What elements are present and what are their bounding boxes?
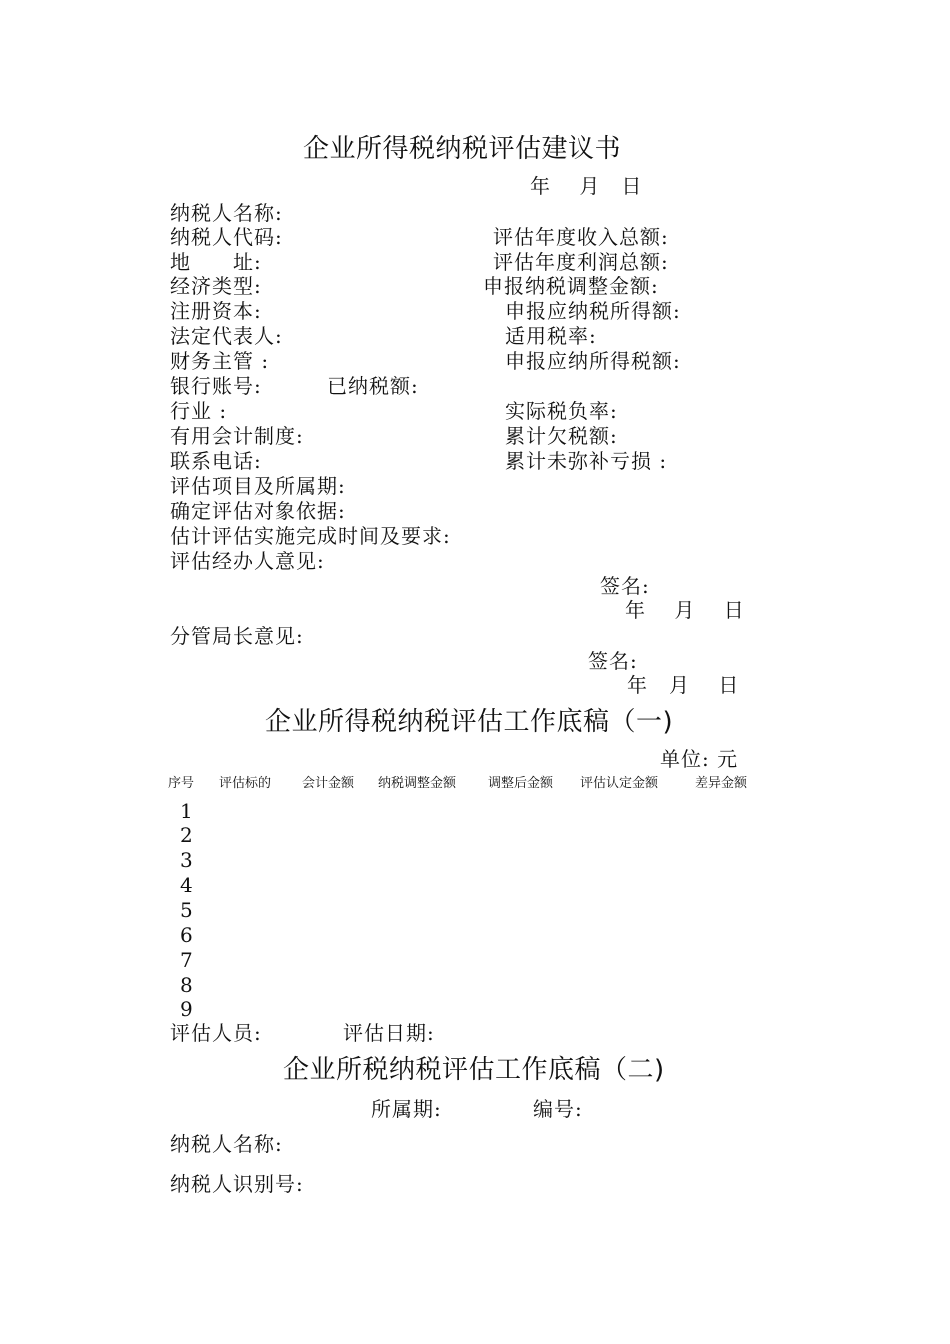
assessor-opinion-label: 评估经办人意见: xyxy=(170,549,325,573)
row-number: 3 xyxy=(180,848,193,872)
number-label: 编号: xyxy=(533,1097,583,1121)
annual-income-label: 评估年度收入总额: xyxy=(493,225,669,249)
taxpayer-code-label: 纳税人代码: xyxy=(170,225,283,249)
taxpayer-id-label: 纳税人识别号: xyxy=(170,1172,304,1196)
row-number: 2 xyxy=(180,823,193,847)
column-header-adjusted-amount: 调整后金额 xyxy=(488,776,554,791)
taxpayer-name-label-2: 纳税人名称: xyxy=(170,1132,283,1156)
applicable-rate-label: 适用税率: xyxy=(505,324,597,348)
completion-label: 估计评估实施完成时间及要求: xyxy=(170,524,451,548)
row-number: 1 xyxy=(180,799,193,823)
cumulative-arrears-label: 累计欠税额: xyxy=(505,424,618,448)
proposal-title: 企业所得税纳税评估建议书 xyxy=(303,134,622,164)
tax-paid-label: 已纳税额: xyxy=(327,374,419,398)
column-header-index: 序号 xyxy=(168,776,195,791)
economic-type-label: 经济类型: xyxy=(170,274,262,298)
signature-label-1: 签名: xyxy=(600,574,650,598)
industry-label: 行业 : xyxy=(170,399,228,423)
declared-tax-payable-label: 申报应纳所得税额: xyxy=(505,349,681,373)
assessor-label: 评估人员: xyxy=(170,1021,262,1045)
column-header-difference: 差异金额 xyxy=(695,776,748,791)
registered-capital-label: 注册资本: xyxy=(170,299,262,323)
actual-tax-burden-label: 实际税负率: xyxy=(505,399,618,423)
column-header-item: 评估标的 xyxy=(219,776,272,791)
legal-representative-label: 法定代表人: xyxy=(170,324,283,348)
director-opinion-label: 分管局长意见: xyxy=(170,624,304,648)
worksheet2-title: 企业所税纳税评估工作底稿（二) xyxy=(283,1055,665,1085)
row-number: 8 xyxy=(180,973,193,997)
uncovered-losses-label: 累计未弥补亏损 : xyxy=(505,449,668,473)
date-line-2: 年 月 日 xyxy=(627,673,740,697)
basis-label: 确定评估对象依据: xyxy=(170,499,346,523)
assessment-date-label: 评估日期: xyxy=(343,1021,435,1045)
row-number: 4 xyxy=(180,873,193,897)
row-number: 7 xyxy=(180,948,193,972)
signature-label-2: 签名: xyxy=(588,649,638,673)
bank-account-label: 银行账号: xyxy=(170,374,262,398)
annual-profit-label: 评估年度利润总额: xyxy=(493,250,669,274)
phone-label: 联系电话: xyxy=(170,449,262,473)
date-line-1: 年 月 日 xyxy=(625,598,745,622)
unit-label: 单位: 元 xyxy=(660,747,739,771)
proposal-date-line: 年 月 日 xyxy=(530,174,643,198)
taxpayer-name-label: 纳税人名称: xyxy=(170,201,283,225)
row-number: 6 xyxy=(180,923,193,947)
assessment-items-label: 评估项目及所属期: xyxy=(170,474,346,498)
address-label: 地 址: xyxy=(170,250,262,274)
column-header-tax-adjustment: 纳税调整金额 xyxy=(378,776,457,791)
row-number: 5 xyxy=(180,898,193,922)
worksheet1-title: 企业所得税纳税评估工作底稿（一) xyxy=(265,707,674,737)
accounting-system-label: 有用会计制度: xyxy=(170,424,304,448)
column-header-assessed-amount: 评估认定金额 xyxy=(580,776,659,791)
finance-manager-label: 财务主管 : xyxy=(170,349,270,373)
column-header-book-amount: 会计金额 xyxy=(302,776,355,791)
declared-adjustment-label: 申报纳税调整金额: xyxy=(483,274,659,298)
row-number: 9 xyxy=(180,997,193,1021)
declared-taxable-income-label: 申报应纳税所得额: xyxy=(505,299,681,323)
period-label: 所属期: xyxy=(371,1097,442,1121)
